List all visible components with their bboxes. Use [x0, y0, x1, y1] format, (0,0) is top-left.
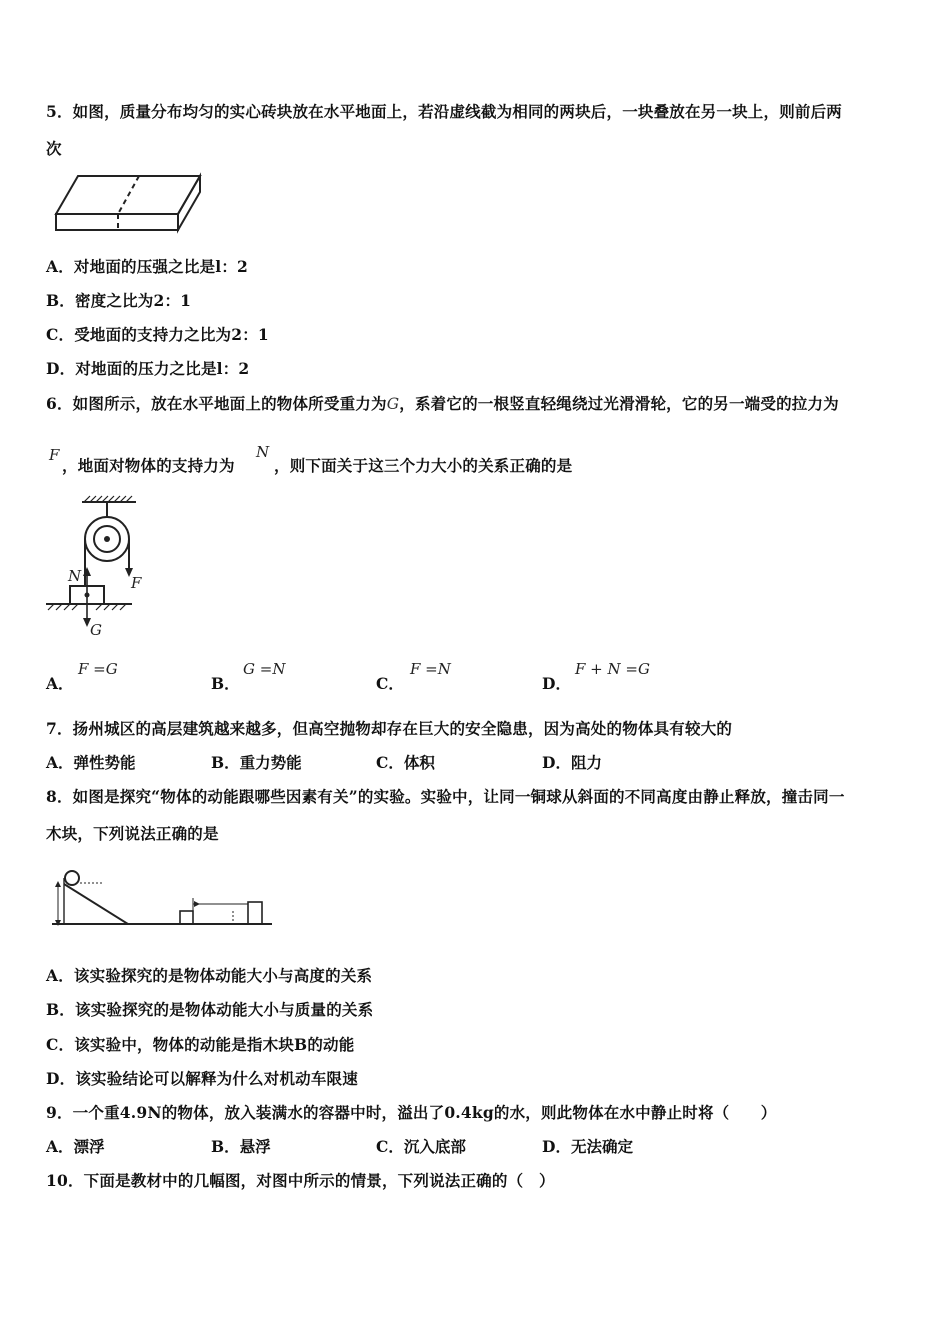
q6-option-c-formula: F =N: [410, 660, 451, 678]
q8-stem-line1: 8．如图是探究“物体的动能跟哪些因素有关”的实验。实验中，让同一铜球从斜面的不同高度由静止释放，撞击同一: [46, 787, 845, 806]
q8-option-d: D．该实验结论可以解释为什么对机动车限速: [46, 1069, 358, 1088]
q5-option-d: D．对地面的压力之比是l：2: [46, 359, 250, 378]
q6-option-d-formula: F + N =G: [575, 660, 650, 678]
q5-stem-line2: 次: [46, 139, 62, 158]
figure-label-n: N: [68, 567, 82, 585]
q8-option-a: A．该实验探究的是物体动能大小与高度的关系: [46, 966, 373, 985]
q9-option-a: A．漂浮: [46, 1137, 105, 1156]
q7-option-c: C．体积: [376, 753, 435, 772]
incline-figure: [52, 864, 274, 930]
q5-option-b: B．密度之比为2：1: [46, 291, 192, 310]
q6-symbol-n: N: [256, 443, 270, 461]
q6-option-c-letter: C．: [376, 674, 404, 693]
figure-label-g: G: [90, 621, 102, 639]
q5-option-a: A．对地面的压强之比是l：2: [46, 257, 249, 276]
q8-option-b: B．该实验探究的是物体动能大小与质量的关系: [46, 1000, 374, 1019]
q6-stem-line1-a: 6．如图所示，放在水平地面上的物体所受重力为: [46, 394, 387, 413]
q7-stem: 7．扬州城区的高层建筑越来越多，但高空抛物却存在巨大的安全隐患，因为高处的物体具有较大的: [46, 719, 733, 738]
q6-option-b-letter: B．: [211, 674, 240, 693]
pulley-figure: [42, 494, 154, 642]
q9-stem: 9．一个重4.9N的物体，放入装满水的容器中时，溢出了0.4kg的水，则此物体在水中静止时将（ ）: [46, 1103, 777, 1122]
q5-option-c: C．受地面的支持力之比为2：1: [46, 325, 269, 344]
q7-option-d: D．阻力: [542, 753, 602, 772]
q6-option-d-letter: D．: [542, 674, 571, 693]
q8-option-c: C．该实验中，物体的动能是指木块B的动能: [46, 1035, 355, 1054]
q6-stem-line2-a: ，地面对物体的支持力为: [62, 456, 235, 475]
q9-option-b: B．悬浮: [211, 1137, 271, 1156]
q7-option-a: A．弹性势能: [46, 753, 136, 772]
q7-option-b: B．重力势能: [211, 753, 302, 772]
q6-stem-line1: [46, 394, 839, 414]
q6-stem-line1-b: ，系着它的一根竖直轻绳绕过光滑滑轮，它的另一端受的拉力为: [399, 394, 839, 413]
q6-stem-line2-b: ，则下面关于这三个力大小的关系正确的是: [274, 456, 573, 475]
q10-stem: 10．下面是教材中的几幅图，对图中所示的情景，下列说法正确的（ ）: [46, 1171, 555, 1190]
q9-option-c: C．沉入底部: [376, 1137, 466, 1156]
q6-option-a-formula: F =G: [78, 660, 118, 678]
q5-stem-line1: 5．如图，质量分布均匀的实心砖块放在水平地面上，若沿虚线截为相同的两块后，一块叠放在另一块上，则前后两: [46, 102, 842, 121]
q9-option-d: D．无法确定: [542, 1137, 633, 1156]
q8-stem-line2: 木块，下列说法正确的是: [46, 824, 219, 843]
q6-option-a-letter: A．: [46, 674, 74, 693]
figure-label-f: F: [131, 574, 142, 592]
brick-figure: [52, 170, 204, 236]
q6-symbol-g: G: [386, 395, 400, 413]
q6-symbol-f: F: [49, 446, 60, 464]
q6-option-b-formula: G =N: [243, 660, 286, 678]
